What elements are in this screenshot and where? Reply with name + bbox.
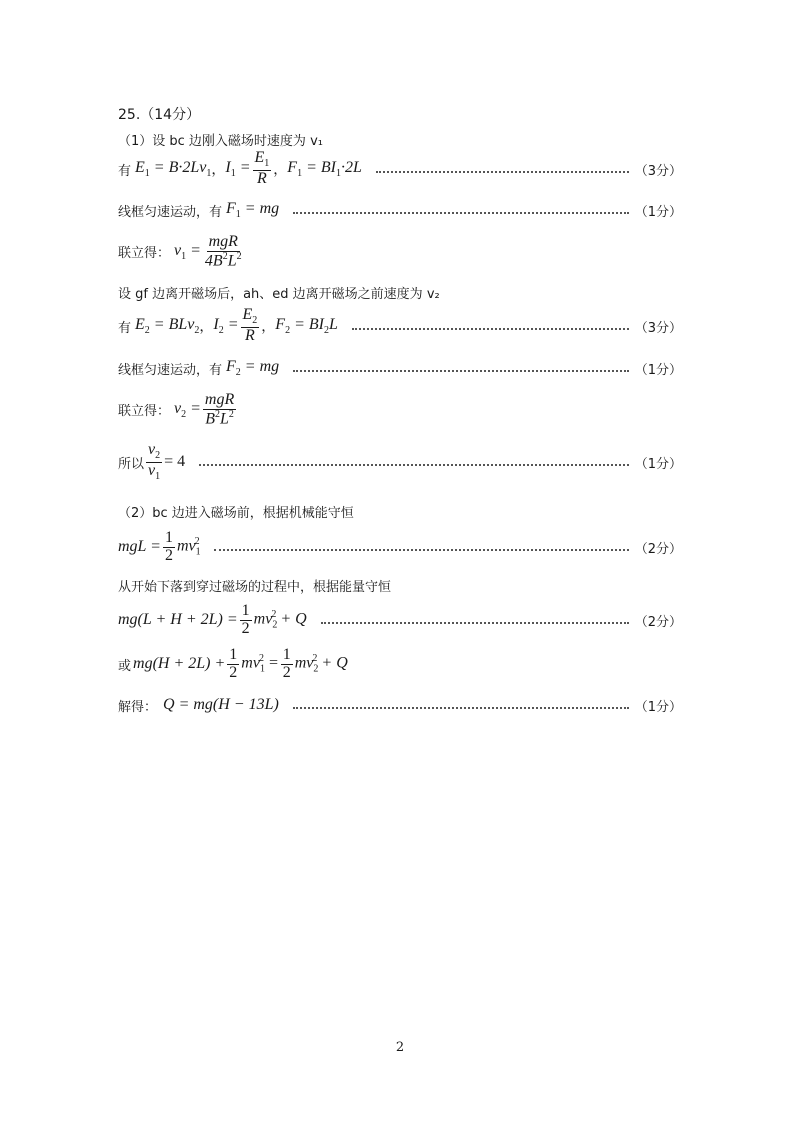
- dot-leader: [293, 212, 629, 214]
- dot-leader: [214, 549, 629, 551]
- process-statement: 从开始下落到穿过磁场的过程中，根据能量守恒: [118, 580, 392, 595]
- equation-row-8: [118, 527, 682, 567]
- score-label: （3分）: [634, 320, 682, 336]
- dot-leader: [352, 328, 629, 330]
- dot-leader: [321, 622, 629, 624]
- part1-intro: （1）设 bc 边刚入磁场时速度为 v₁: [118, 134, 323, 149]
- fraction-v1: $\frac{\text{mgR}}{4B^2L^2}$: [204, 233, 242, 270]
- equation-emf-1: 有 $E_1 = B\cdot 2Lv_1$ ， $I_1$ = $\frac{E_1}{R}$ ， $F_1 = BI_1\cdot 2L$: [118, 149, 362, 187]
- score-label: （1分）: [634, 362, 682, 378]
- part2-intro: （2）bc 边进入磁场前，根据机械能守恒: [118, 506, 354, 521]
- equation-row-6: 联立得： $v_2$ = $\frac{\text{mgR}}{B^2L^2}$: [118, 391, 235, 428]
- fraction-ratio: $\frac{v_2}{v_1}$: [148, 440, 161, 482]
- score-label: （1分）: [634, 456, 682, 472]
- equation-row-7: 所以 $\frac{v_2}{v_1}$ = 4 （1分）: [118, 440, 682, 482]
- score-label: （2分）: [634, 614, 682, 630]
- score-label: （1分）: [634, 204, 682, 220]
- combine-label: 联立得：: [118, 246, 171, 262]
- equation-force-balance-2: $F_2$ = mg: [226, 357, 280, 379]
- problem-header: 25.（14分）: [118, 107, 201, 123]
- page-number: 2: [395, 1040, 405, 1055]
- score-label: （3分）: [634, 163, 682, 179]
- equation-row-3: 联立得： $v_1$ = $\frac{\text{mgR}}{4B^2L^2}$: [118, 233, 242, 270]
- statement-text: 线框匀速运动，有: [118, 362, 223, 378]
- equation-alternative: 或 mg(H + 2L) + $\frac{1}{2}$ $mv_1^2$ = $\frac{1}{2}$ $mv_2^2 + Q$: [118, 645, 348, 681]
- fraction-v2: $\frac{\text{mgR}}{B^2L^2}$: [204, 391, 235, 428]
- dot-leader: [293, 707, 629, 709]
- equation-row-2: [118, 198, 682, 222]
- equation-solution: Q = mg(H − 13L): [163, 696, 279, 713]
- equation-row-11: [118, 693, 682, 717]
- score-label: （1分）: [634, 699, 682, 715]
- equation-row-4: [118, 308, 682, 344]
- equation-energy-conservation: mg(L + H + 2L) = $\frac{1}{2}$ $mv_2^2 + Q$: [118, 601, 307, 637]
- dot-leader: [293, 370, 629, 372]
- equation-row-1: [118, 149, 682, 187]
- statement-text: 线框匀速运动，有: [118, 204, 223, 220]
- dot-leader: [199, 464, 629, 466]
- gf-statement: 设 gf 边离开磁场后，ah、ed 边离开磁场之前速度为 v₂: [118, 287, 440, 302]
- combine-label: 联立得：: [118, 404, 171, 420]
- equation-row-9: [118, 600, 682, 640]
- score-label: （2分）: [634, 541, 682, 557]
- ratio-label: 所以: [118, 456, 145, 472]
- dot-leader: [376, 171, 629, 173]
- equation-emf-2: 有 $E_2 = BLv_2$ ， $I_2$ = $\frac{E_2}{R}$ ， $F_2 = BI_2L$: [118, 306, 338, 344]
- equation-row-10: [118, 644, 682, 684]
- equation-mech-energy: mgL = $\frac{1}{2}$ $mv_1^2$: [118, 528, 201, 564]
- equation-row-5: [118, 356, 682, 380]
- equation-force-balance-1: $F_1$ = mg: [226, 199, 280, 221]
- solve-label: 解得：: [118, 699, 158, 715]
